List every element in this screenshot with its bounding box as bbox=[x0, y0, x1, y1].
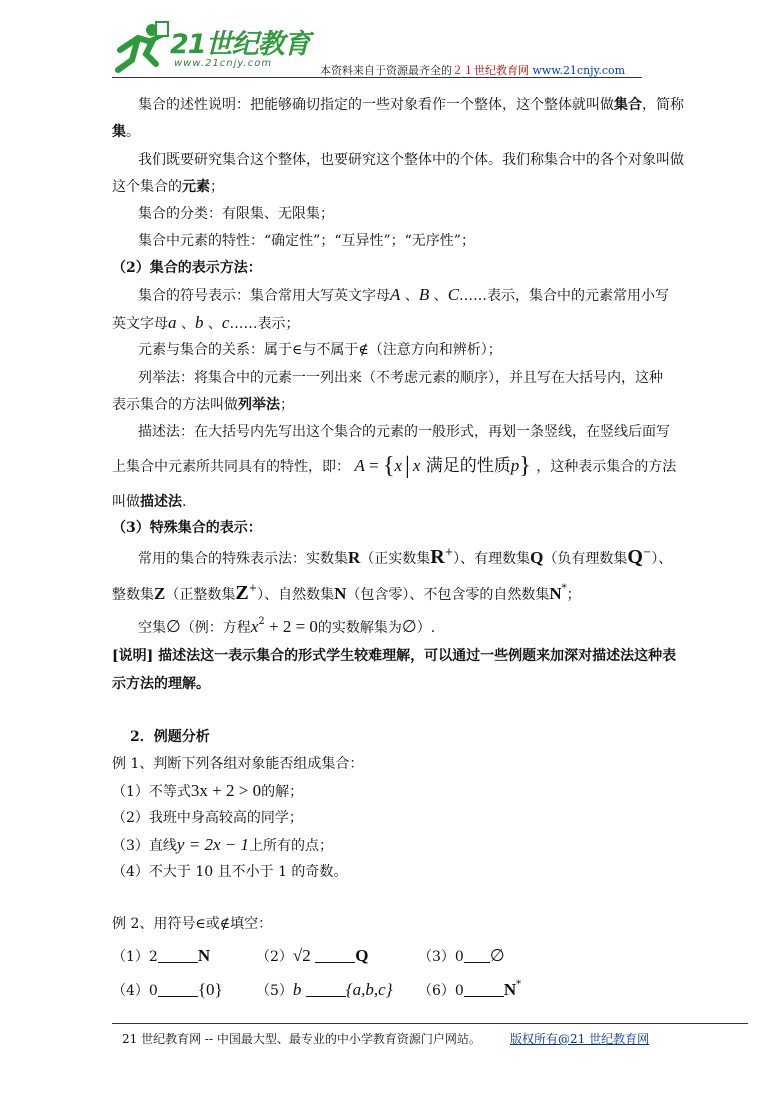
math-p: p bbox=[510, 456, 520, 475]
text: （6）0 bbox=[418, 983, 464, 999]
text: 空集 bbox=[138, 620, 166, 636]
symbol-Q: Q bbox=[530, 548, 544, 567]
term-listing: 列举法 bbox=[238, 397, 280, 413]
text: 叫做 bbox=[112, 494, 140, 510]
math-set-abc: {a,b,c} bbox=[345, 980, 393, 999]
text: （1）2 bbox=[112, 949, 158, 965]
header-source-site[interactable]: ２１世纪教育网 bbox=[452, 64, 529, 77]
text: （5） bbox=[256, 983, 293, 999]
math-c: c bbox=[221, 313, 230, 332]
empty-set-symbol: ∅ bbox=[166, 617, 181, 636]
special-sets-line2 bbox=[112, 583, 581, 605]
example1-item4: （4）不大于 10 且不小于 1 的奇数。 bbox=[112, 864, 348, 880]
symbol-Q: Q bbox=[355, 946, 369, 965]
text: （正整数集 bbox=[165, 587, 236, 603]
math-b: b bbox=[194, 313, 204, 332]
set-classification: 集合的分类：有限集、无限集； bbox=[138, 206, 334, 222]
symbol-Z-plus: Z bbox=[235, 582, 249, 604]
symbol-Q-minus: Q bbox=[627, 546, 643, 568]
logo-title: 21世纪教育 bbox=[170, 29, 310, 60]
example2-item3 bbox=[418, 946, 505, 967]
text: 上集合中元素所共同具有的特性，即： bbox=[112, 459, 350, 475]
vertical-bar: | bbox=[405, 453, 410, 479]
term-description: 描述法 bbox=[140, 494, 182, 510]
text: （负有理数集 bbox=[543, 551, 628, 567]
description-formula bbox=[354, 453, 536, 479]
section-2-title: （2）集合的表示方法： bbox=[112, 260, 262, 276]
answer-blank[interactable] bbox=[464, 984, 504, 997]
example1-item2: （2）我班中身高较高的同学； bbox=[112, 810, 303, 826]
text: 的实数解集为 bbox=[317, 620, 402, 636]
text: （注意方向和辨析）； bbox=[368, 342, 502, 358]
belongs-symbol: ∈ bbox=[292, 342, 303, 358]
note-line1: [说明] 描述法这一表示集合的形式学生较难理解，可以通过一些例题来加深对描述法这种表 bbox=[112, 648, 677, 664]
superscript: 2 bbox=[258, 616, 265, 627]
text: 。 bbox=[126, 124, 140, 140]
definition-element: 我们既要研究集合这个整体，也要研究这个整体中的个体。我们称集合中的各个对象叫做 bbox=[138, 152, 684, 168]
term-set: 集合 bbox=[614, 97, 642, 113]
listing-method-cont bbox=[112, 395, 294, 415]
text: ）、自然数集 bbox=[257, 587, 335, 603]
not-belongs-symbol: ∉ bbox=[358, 342, 369, 358]
description-method: 描述法：在大括号内先写出这个集合的元素的一般形式，再划一条竖线，在竖线后面写 bbox=[138, 424, 670, 440]
text: 这个集合的 bbox=[112, 179, 182, 195]
text: ，简称 bbox=[642, 97, 684, 113]
text: 英文字母 bbox=[112, 316, 168, 332]
symbol-R-plus: R bbox=[430, 546, 445, 568]
symbol-notation: 集合的符号表示：集合常用大写英文字母A 、B 、C……表示，集合中的元素常用小写 bbox=[138, 285, 670, 304]
text: 集合的述性说明：把能够确切指定的一些对象看作一个整体，这个整体就叫做 bbox=[138, 97, 614, 113]
empty-set-line bbox=[138, 617, 435, 638]
math-C: C bbox=[447, 285, 460, 304]
symbol-R: R bbox=[348, 548, 361, 567]
example1-item1 bbox=[112, 781, 303, 802]
empty-set-symbol: ∅ bbox=[401, 617, 417, 636]
text: （1）不等式 bbox=[112, 784, 191, 800]
text: （2） bbox=[256, 949, 293, 965]
text: ……表示； bbox=[229, 316, 300, 332]
symbol-N-star: N bbox=[549, 584, 562, 603]
header-source bbox=[320, 62, 625, 78]
math-x: x bbox=[250, 617, 259, 636]
text: 元素与集合的关系：属于 bbox=[138, 342, 292, 358]
text: （3）直线 bbox=[112, 838, 177, 854]
math-A: A bbox=[354, 456, 365, 475]
answer-blank[interactable] bbox=[315, 950, 355, 963]
superscript: + bbox=[444, 547, 454, 558]
math-sqrt2: √2 bbox=[292, 946, 311, 965]
note-line2: 示方法的理解。 bbox=[112, 676, 210, 692]
logo-url: www.21cnjy.com bbox=[174, 58, 273, 69]
text: ）、有理数集 bbox=[453, 551, 531, 567]
math-eq: = bbox=[364, 456, 383, 475]
example2-title: 例 2、用符号∈或∉填空： bbox=[112, 916, 273, 932]
example2-item4 bbox=[112, 980, 223, 1001]
footer-text: 21 世纪教育网 -- 中国最大型、最专业的中小学教育资源门户网站。 bbox=[122, 1032, 481, 1046]
text: （4）0 bbox=[112, 983, 158, 999]
text: ，这种表示集合的方法 bbox=[536, 459, 677, 475]
superscript: − bbox=[642, 547, 652, 558]
empty-set-symbol: ∅ bbox=[489, 946, 505, 965]
term-element: 元素 bbox=[182, 179, 210, 195]
text: （例：方程 bbox=[180, 620, 251, 636]
term-set-short: 集 bbox=[112, 124, 126, 140]
math-x: x bbox=[394, 456, 403, 475]
example1-title: 例 1、判断下列各组对象能否组成集合： bbox=[112, 756, 364, 772]
element-set-relation bbox=[138, 340, 502, 360]
header-divider bbox=[112, 77, 642, 78]
brace-right: } bbox=[519, 453, 531, 479]
text: ； bbox=[210, 179, 224, 195]
site-logo[interactable] bbox=[112, 20, 312, 76]
math-x: x bbox=[412, 456, 421, 475]
footer-divider bbox=[112, 1023, 748, 1024]
runner-logo-icon bbox=[112, 20, 172, 76]
example2-item1 bbox=[112, 946, 210, 967]
answer-blank[interactable] bbox=[306, 984, 346, 997]
header-source-prefix: 本资料来自于资源最齐全的 bbox=[320, 64, 452, 77]
superscript: * bbox=[516, 979, 522, 990]
listing-method: 列举法：将集合中的元素一一列出来（不考虑元素的顺序），并且写在大括号内，这种 bbox=[138, 370, 663, 386]
symbol-N: N bbox=[197, 946, 211, 965]
text: 表示集合的方法叫做 bbox=[112, 397, 238, 413]
math-b: b bbox=[292, 980, 302, 999]
element-properties: 集合中元素的特性：“确定性”；“互异性”；“无序性”； bbox=[138, 233, 475, 249]
text: 与不属于 bbox=[302, 342, 359, 358]
definition-element-cont bbox=[112, 177, 224, 197]
answer-blank[interactable] bbox=[464, 950, 490, 963]
example1-item3 bbox=[112, 835, 333, 856]
text: 上所有的点； bbox=[248, 838, 333, 854]
example2-item2 bbox=[256, 946, 368, 967]
text: ）. bbox=[416, 620, 436, 636]
footer-copyright-link[interactable]: 版权所有@21 世纪教育网 bbox=[510, 1032, 650, 1046]
definition-set bbox=[138, 95, 684, 115]
text: ； bbox=[566, 587, 581, 603]
superscript: + bbox=[248, 583, 258, 594]
text: . bbox=[182, 494, 187, 510]
text: ）、 bbox=[651, 551, 673, 567]
math-a: a bbox=[168, 313, 177, 332]
math-inequality: 3x + 2 > 0 bbox=[190, 781, 262, 800]
text: 集合的符号表示：集合常用大写英文字母 bbox=[138, 288, 390, 304]
text: （正实数集 bbox=[360, 551, 431, 567]
symbol-N-star: N bbox=[503, 980, 517, 999]
text: （3）0 bbox=[418, 949, 464, 965]
math-property-text: 满足的性质 bbox=[425, 456, 511, 476]
text: （包含零）、不包含零的自然数集 bbox=[346, 587, 550, 603]
section-3-title: （3）特殊集合的表示： bbox=[112, 520, 262, 536]
brace-left: { bbox=[382, 453, 395, 479]
example2-item6 bbox=[418, 980, 521, 1001]
description-method-end bbox=[112, 492, 186, 512]
examples-title: 2．例题分析 bbox=[130, 729, 210, 745]
math-equation: + 2 = 0 bbox=[264, 617, 318, 636]
symbol-N: N bbox=[334, 584, 347, 603]
symbol-Z: Z bbox=[154, 584, 166, 603]
math-B: B bbox=[418, 285, 430, 304]
answer-blank[interactable] bbox=[158, 984, 198, 997]
special-sets-line1 bbox=[138, 547, 672, 569]
superscript: * bbox=[561, 583, 567, 594]
text: ； bbox=[280, 397, 294, 413]
math-set-zero: {0} bbox=[197, 980, 223, 999]
header-source-url[interactable]: www.21cnjy.com bbox=[532, 64, 626, 77]
math-A: A bbox=[390, 285, 401, 304]
text: 常用的集合的特殊表示法：实数集 bbox=[138, 551, 348, 567]
example2-item5 bbox=[256, 980, 393, 1001]
math-line-equation: y = 2x − 1 bbox=[176, 835, 249, 854]
definition-set-cont bbox=[112, 122, 140, 142]
description-method-cont bbox=[112, 453, 677, 479]
text: ……表示，集合中的元素常用小写 bbox=[459, 288, 670, 304]
symbol-notation-cont: 英文字母a 、b 、c……表示； bbox=[112, 313, 300, 332]
answer-blank[interactable] bbox=[158, 950, 198, 963]
text: 的解； bbox=[261, 784, 304, 800]
text: 整数集 bbox=[112, 587, 154, 603]
